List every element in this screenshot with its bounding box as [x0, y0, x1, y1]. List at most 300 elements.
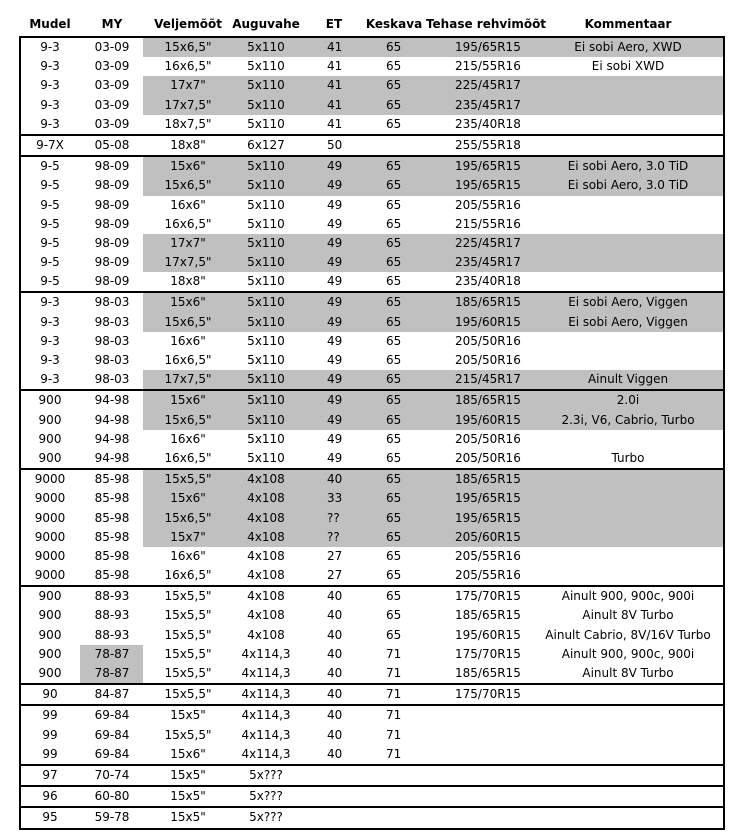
- cell-mudel: 9000: [34, 491, 66, 506]
- table-row: [21, 547, 723, 566]
- cell-my: 98-09: [94, 235, 130, 250]
- cell-et: 49: [327, 197, 343, 212]
- cell-keskava: 65: [386, 353, 402, 367]
- header-kommentaar: Kommentaar: [584, 17, 672, 31]
- cell-mudel: 99: [42, 746, 58, 761]
- cell-auguvahe: 5x110: [247, 235, 285, 250]
- cell-et: 49: [327, 295, 343, 310]
- cell-keskava: 71: [386, 687, 402, 702]
- cell-mudel: 900: [38, 412, 62, 427]
- cell-keskava: 65: [386, 548, 402, 563]
- cell-mudel: 900: [38, 608, 62, 623]
- table-row: [21, 745, 723, 764]
- cell-my: 98-03: [94, 372, 130, 387]
- cell-my: 70-74: [94, 767, 130, 782]
- table-row: [21, 626, 723, 645]
- cell-mudel: 9-3: [40, 295, 60, 310]
- table-row: [21, 726, 723, 745]
- cell-keskava: 65: [386, 197, 402, 212]
- cell-veljemoot: 15x6,5": [164, 40, 212, 54]
- cell-keskava: 65: [386, 40, 402, 54]
- cell-mudel: 9-5: [40, 178, 60, 193]
- cell-my: 94-98: [94, 450, 130, 465]
- cell-mudel: 9-5: [40, 159, 60, 174]
- table-row: [21, 253, 723, 272]
- cell-my: 85-98: [94, 510, 130, 525]
- cell-keskava: 65: [386, 608, 402, 623]
- cell-et: 49: [327, 178, 343, 193]
- highlight-band: [143, 76, 723, 95]
- cell-auguvahe: 4x108: [247, 627, 285, 642]
- table-row: [21, 808, 723, 827]
- cell-mudel: 9-5: [40, 216, 60, 231]
- table-row: [21, 430, 723, 449]
- cell-keskava: 65: [386, 412, 402, 427]
- table-row: [21, 313, 723, 332]
- highlight-band: [143, 253, 723, 272]
- cell-mudel: 90: [42, 687, 58, 702]
- cell-et: 49: [327, 314, 343, 329]
- cell-et: 41: [327, 97, 343, 112]
- cell-my: 85-98: [94, 548, 130, 563]
- cell-my: 03-09: [94, 116, 130, 131]
- cell-et: 49: [327, 255, 343, 270]
- cell-veljemoot: 16x6,5": [164, 59, 212, 74]
- cell-auguvahe: 5x110: [247, 255, 285, 270]
- table-row: [21, 706, 723, 725]
- cell-tehase-rehvimoot: 235/45R17: [455, 255, 521, 270]
- cell-tehase-rehvimoot: 205/60R15: [455, 529, 521, 544]
- cell-kommentaar: Ainult Cabrio, 8V/16V Turbo: [545, 627, 711, 642]
- cell-veljemoot: 16x6,5": [164, 450, 212, 465]
- cell-et: 33: [327, 491, 343, 506]
- cell-my: 98-03: [94, 353, 130, 367]
- cell-auguvahe: 5x110: [247, 97, 285, 112]
- cell-auguvahe: 5x110: [247, 216, 285, 231]
- table-row: [21, 234, 723, 253]
- cell-keskava: 65: [386, 472, 402, 487]
- cell-veljemoot: 15x7": [170, 529, 206, 544]
- cell-veljemoot: 16x6": [170, 548, 206, 563]
- cell-veljemoot: 18x8": [170, 274, 206, 289]
- cell-kommentaar: Turbo: [611, 450, 645, 465]
- cell-tehase-rehvimoot: 195/60R15: [455, 627, 521, 642]
- cell-veljemoot: 15x6": [170, 746, 206, 761]
- cell-my: 05-08: [94, 137, 130, 152]
- cell-my: 03-09: [94, 97, 130, 112]
- cell-my: 98-03: [94, 333, 130, 348]
- cell-tehase-rehvimoot: 185/65R15: [455, 295, 521, 310]
- cell-veljemoot: 15x6,5": [164, 510, 212, 525]
- header-my: MY: [101, 17, 123, 31]
- cell-veljemoot: 15x5,5": [164, 627, 212, 642]
- cell-keskava: 65: [386, 627, 402, 642]
- cell-et: 27: [327, 548, 343, 563]
- cell-keskava: 71: [386, 746, 402, 761]
- table-row: [21, 449, 723, 468]
- cell-kommentaar: 2.3i, V6, Cabrio, Turbo: [561, 412, 695, 427]
- cell-veljemoot: 15x6": [170, 295, 206, 310]
- cell-keskava: 65: [386, 274, 402, 289]
- cell-keskava: 65: [386, 450, 402, 465]
- cell-mudel: 900: [38, 666, 62, 680]
- cell-my: 69-84: [94, 727, 130, 742]
- model-group: [21, 38, 723, 134]
- model-group: [21, 291, 723, 389]
- cell-et: 49: [327, 412, 343, 427]
- table-row: [21, 489, 723, 508]
- cell-et: 49: [327, 235, 343, 250]
- table-row: [21, 606, 723, 625]
- cell-mudel: 9000: [34, 510, 66, 525]
- model-group: [21, 785, 723, 806]
- cell-et: 49: [327, 450, 343, 465]
- cell-auguvahe: 5x110: [247, 40, 285, 54]
- header-tehase-rehvimoot: Tehase rehvimõõt: [425, 17, 547, 31]
- cell-my: 78-87: [94, 666, 130, 680]
- cell-mudel: 9-3: [40, 333, 60, 348]
- cell-keskava: 65: [386, 178, 402, 193]
- cell-tehase-rehvimoot: 185/65R15: [455, 393, 521, 408]
- cell-et: 40: [327, 708, 343, 723]
- cell-keskava: 65: [386, 159, 402, 174]
- cell-auguvahe: 5x110: [247, 450, 285, 465]
- table-row: [21, 76, 723, 95]
- cell-veljemoot: 16x6": [170, 197, 206, 212]
- cell-keskava: 65: [386, 59, 402, 74]
- cell-tehase-rehvimoot: 195/65R15: [455, 178, 521, 193]
- cell-auguvahe: 5x110: [247, 372, 285, 387]
- model-group: [21, 764, 723, 785]
- cell-kommentaar: Ei sobi Aero, XWD: [574, 40, 682, 54]
- cell-kommentaar: Ainult 900, 900c, 900i: [561, 589, 695, 604]
- cell-veljemoot: 15x5,5": [164, 472, 212, 487]
- cell-veljemoot: 15x5,5": [164, 666, 212, 680]
- cell-mudel: 95: [42, 810, 58, 825]
- model-group: [21, 468, 723, 585]
- cell-mudel: 9-3: [40, 40, 60, 54]
- cell-tehase-rehvimoot: 205/50R16: [455, 333, 521, 348]
- table-row: [21, 766, 723, 785]
- cell-tehase-rehvimoot: 225/45R17: [455, 78, 521, 93]
- cell-et: 40: [327, 646, 343, 661]
- cell-et: 41: [327, 116, 343, 131]
- cell-auguvahe: 5x???: [249, 810, 283, 825]
- cell-my: 88-93: [94, 608, 130, 623]
- cell-veljemoot: 15x6": [170, 159, 206, 174]
- cell-auguvahe: 4x108: [247, 491, 285, 506]
- cell-keskava: 65: [386, 314, 402, 329]
- cell-kommentaar: Ainult 900, 900c, 900i: [561, 646, 695, 661]
- cell-my: 98-09: [94, 178, 130, 193]
- cell-auguvahe: 6x127: [247, 137, 285, 152]
- cell-veljemoot: 15x6,5": [164, 314, 212, 329]
- cell-my: 88-93: [94, 589, 130, 604]
- cell-et: 49: [327, 333, 343, 348]
- cell-veljemoot: 17x7": [170, 78, 206, 93]
- cell-mudel: 9-3: [40, 116, 60, 131]
- cell-veljemoot: 15x5": [170, 708, 206, 723]
- cell-my: 88-93: [94, 627, 130, 642]
- cell-mudel: 900: [38, 589, 62, 604]
- cell-tehase-rehvimoot: 195/65R15: [455, 510, 521, 525]
- cell-tehase-rehvimoot: 225/45R17: [455, 235, 521, 250]
- table-row: [21, 57, 723, 76]
- cell-kommentaar: Ainult 8V Turbo: [582, 666, 674, 680]
- cell-my: 84-87: [94, 687, 130, 702]
- cell-keskava: 65: [386, 78, 402, 93]
- cell-et: ??: [327, 529, 340, 544]
- header-et: ET: [325, 17, 343, 31]
- table-row: [21, 411, 723, 430]
- cell-auguvahe: 5x???: [249, 767, 283, 782]
- cell-tehase-rehvimoot: 215/55R16: [455, 59, 521, 74]
- cell-veljemoot: 15x6": [170, 491, 206, 506]
- header-mudel: Mudel: [29, 17, 71, 31]
- highlight-band: [143, 96, 723, 115]
- highlight-band: [143, 234, 723, 253]
- cell-auguvahe: 4x114,3: [241, 708, 291, 723]
- table-row: [21, 351, 723, 370]
- table-row: [21, 566, 723, 585]
- cell-mudel: 900: [38, 431, 62, 446]
- cell-kommentaar: 2.0i: [616, 393, 640, 408]
- cell-veljemoot: 16x6": [170, 431, 206, 446]
- cell-tehase-rehvimoot: 175/70R15: [455, 589, 521, 604]
- header-auguvahe: Auguvahe: [232, 17, 300, 31]
- cell-tehase-rehvimoot: 185/65R15: [455, 666, 521, 680]
- cell-veljemoot: 15x5": [170, 789, 206, 804]
- cell-auguvahe: 4x108: [247, 510, 285, 525]
- table-row: [21, 115, 723, 134]
- cell-et: 27: [327, 568, 343, 583]
- highlight-band: [143, 509, 723, 528]
- table-row: [21, 293, 723, 312]
- table-row: [21, 136, 723, 155]
- cell-keskava: 65: [386, 431, 402, 446]
- cell-tehase-rehvimoot: 215/55R16: [455, 216, 521, 231]
- cell-mudel: 99: [42, 727, 58, 742]
- cell-veljemoot: 17x7,5": [164, 255, 212, 270]
- wheel-spec-table: [19, 36, 725, 830]
- cell-keskava: 65: [386, 295, 402, 310]
- cell-et: 40: [327, 746, 343, 761]
- cell-tehase-rehvimoot: 235/45R17: [455, 97, 521, 112]
- cell-keskava: 65: [386, 568, 402, 583]
- cell-mudel: 9000: [34, 529, 66, 544]
- cell-et: 49: [327, 393, 343, 408]
- cell-kommentaar: Ainult Viggen: [587, 372, 669, 387]
- model-group: [21, 806, 723, 827]
- cell-my: 85-98: [94, 568, 130, 583]
- cell-auguvahe: 4x108: [247, 472, 285, 487]
- table-row: [21, 509, 723, 528]
- cell-et: 40: [327, 608, 343, 623]
- model-group: [21, 585, 723, 683]
- cell-mudel: 9-3: [40, 59, 60, 74]
- cell-et: 40: [327, 589, 343, 604]
- cell-kommentaar: Ei sobi XWD: [591, 59, 665, 74]
- cell-mudel: 9000: [34, 472, 66, 487]
- cell-auguvahe: 4x114,3: [241, 646, 291, 661]
- cell-my: 85-98: [94, 491, 130, 506]
- cell-auguvahe: 5x110: [247, 353, 285, 367]
- cell-kommentaar: Ainult 8V Turbo: [582, 608, 674, 623]
- cell-auguvahe: 4x108: [247, 548, 285, 563]
- model-group: [21, 704, 723, 764]
- cell-keskava: 65: [386, 529, 402, 544]
- cell-veljemoot: 16x6,5": [164, 353, 212, 367]
- cell-auguvahe: 5x110: [247, 333, 285, 348]
- model-group: [21, 683, 723, 704]
- cell-et: 49: [327, 372, 343, 387]
- cell-tehase-rehvimoot: 195/60R15: [455, 314, 521, 329]
- cell-tehase-rehvimoot: 195/65R15: [455, 491, 521, 506]
- cell-tehase-rehvimoot: 175/70R15: [455, 646, 521, 661]
- cell-my: 98-09: [94, 216, 130, 231]
- cell-et: 49: [327, 159, 343, 174]
- cell-my: 69-84: [94, 708, 130, 723]
- cell-tehase-rehvimoot: 215/45R17: [455, 372, 521, 387]
- cell-tehase-rehvimoot: 195/60R15: [455, 412, 521, 427]
- cell-veljemoot: 15x6,5": [164, 412, 212, 427]
- cell-et: 49: [327, 274, 343, 289]
- cell-keskava: 65: [386, 255, 402, 270]
- cell-et: 49: [327, 216, 343, 231]
- model-group: [21, 134, 723, 155]
- cell-veljemoot: 15x5": [170, 767, 206, 782]
- header-keskava: Keskava: [365, 17, 423, 31]
- cell-et: 41: [327, 78, 343, 93]
- cell-my: 85-98: [94, 529, 130, 544]
- cell-keskava: 71: [386, 708, 402, 723]
- cell-et: 40: [327, 627, 343, 642]
- highlight-band: [143, 470, 723, 489]
- cell-veljemoot: 15x5": [170, 810, 206, 825]
- cell-auguvahe: 4x114,3: [241, 727, 291, 742]
- cell-mudel: 900: [38, 646, 62, 661]
- table-row: [21, 272, 723, 291]
- cell-tehase-rehvimoot: 175/70R15: [455, 687, 521, 702]
- cell-mudel: 9-7X: [36, 137, 64, 152]
- cell-tehase-rehvimoot: 205/50R16: [455, 450, 521, 465]
- cell-veljemoot: 16x6": [170, 333, 206, 348]
- cell-et: 40: [327, 687, 343, 702]
- cell-et: 40: [327, 666, 343, 680]
- cell-veljemoot: 16x6,5": [164, 568, 212, 583]
- cell-auguvahe: 5x110: [247, 197, 285, 212]
- cell-tehase-rehvimoot: 235/40R18: [455, 274, 521, 289]
- cell-mudel: 9-5: [40, 255, 60, 270]
- table-row: [21, 157, 723, 176]
- cell-keskava: 65: [386, 393, 402, 408]
- cell-mudel: 9-3: [40, 314, 60, 329]
- table-row: [21, 685, 723, 704]
- cell-keskava: 65: [386, 116, 402, 131]
- cell-tehase-rehvimoot: 185/65R15: [455, 608, 521, 623]
- table-row: [21, 176, 723, 195]
- cell-et: 41: [327, 40, 343, 54]
- table-row: [21, 96, 723, 115]
- cell-auguvahe: 5x110: [247, 178, 285, 193]
- cell-auguvahe: 4x114,3: [241, 687, 291, 702]
- cell-my: 78-87: [94, 646, 130, 661]
- cell-keskava: 65: [386, 216, 402, 231]
- cell-mudel: 9-5: [40, 197, 60, 212]
- cell-auguvahe: 5x110: [247, 431, 285, 446]
- cell-et: ??: [327, 510, 340, 525]
- cell-tehase-rehvimoot: 205/55R16: [455, 197, 521, 212]
- cell-mudel: 97: [42, 767, 58, 782]
- cell-my: 60-80: [94, 789, 130, 804]
- cell-auguvahe: 5x110: [247, 295, 285, 310]
- table-row: [21, 528, 723, 547]
- cell-veljemoot: 17x7,5": [164, 372, 212, 387]
- cell-my: 98-09: [94, 255, 130, 270]
- cell-auguvahe: 5x110: [247, 78, 285, 93]
- table-header: [0, 15, 744, 35]
- cell-my: 03-09: [94, 40, 130, 54]
- cell-keskava: 65: [386, 333, 402, 348]
- cell-my: 85-98: [94, 472, 130, 487]
- cell-my: 98-03: [94, 295, 130, 310]
- cell-auguvahe: 5x110: [247, 274, 285, 289]
- cell-mudel: 900: [38, 450, 62, 465]
- cell-veljemoot: 18x7,5": [164, 116, 212, 131]
- cell-my: 98-03: [94, 314, 130, 329]
- cell-tehase-rehvimoot: 205/55R16: [455, 548, 521, 563]
- cell-et: 40: [327, 472, 343, 487]
- model-group: [21, 155, 723, 291]
- table-row: [21, 587, 723, 606]
- cell-et: 40: [327, 727, 343, 742]
- cell-auguvahe: 5x???: [249, 789, 283, 804]
- cell-mudel: 9000: [34, 568, 66, 583]
- cell-auguvahe: 5x110: [247, 412, 285, 427]
- cell-keskava: 65: [386, 589, 402, 604]
- highlight-band: [143, 489, 723, 508]
- table-row: [21, 370, 723, 389]
- table-row: [21, 645, 723, 664]
- cell-tehase-rehvimoot: 205/50R16: [455, 353, 521, 367]
- cell-auguvahe: 4x108: [247, 529, 285, 544]
- cell-tehase-rehvimoot: 235/40R18: [455, 116, 521, 131]
- cell-kommentaar: Ei sobi Aero, Viggen: [568, 314, 688, 329]
- header-veljemoot: Veljemõõt: [154, 17, 222, 31]
- cell-veljemoot: 18x8": [170, 137, 206, 152]
- model-group: [21, 389, 723, 468]
- cell-keskava: 65: [386, 97, 402, 112]
- table-row: [21, 787, 723, 806]
- cell-auguvahe: 4x108: [247, 589, 285, 604]
- cell-mudel: 99: [42, 708, 58, 723]
- cell-kommentaar: Ei sobi Aero, Viggen: [568, 295, 688, 310]
- cell-my: 98-09: [94, 159, 130, 174]
- cell-keskava: 71: [386, 666, 402, 680]
- cell-auguvahe: 5x110: [247, 59, 285, 74]
- table-row: [21, 391, 723, 410]
- table-row: [21, 196, 723, 215]
- cell-mudel: 9000: [34, 548, 66, 563]
- table-row: [21, 332, 723, 351]
- cell-tehase-rehvimoot: 255/55R18: [455, 137, 521, 152]
- cell-my: 03-09: [94, 59, 130, 74]
- cell-tehase-rehvimoot: 205/50R16: [455, 431, 521, 446]
- cell-veljemoot: 17x7": [170, 235, 206, 250]
- cell-auguvahe: 4x114,3: [241, 746, 291, 761]
- cell-veljemoot: 15x5,5": [164, 687, 212, 702]
- cell-keskava: 65: [386, 235, 402, 250]
